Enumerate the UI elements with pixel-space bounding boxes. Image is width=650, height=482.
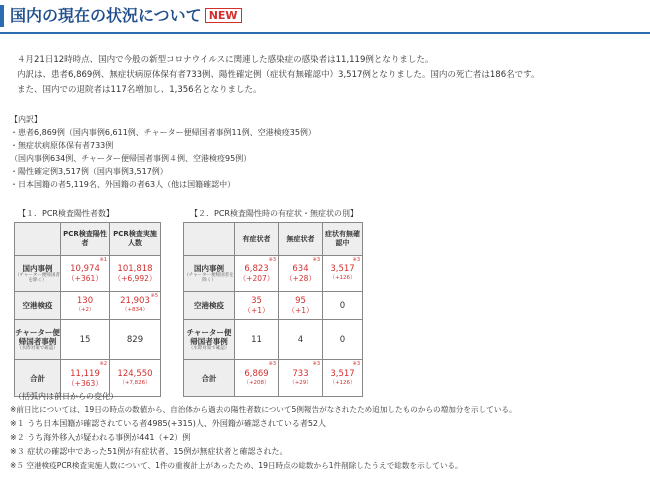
column-header: 無症状者 bbox=[279, 223, 323, 256]
footnote-mark: ※3 bbox=[312, 361, 320, 367]
cell-delta: （+1） bbox=[287, 306, 314, 315]
pcr-positive-table bbox=[14, 222, 161, 397]
cell-delta: （+2） bbox=[75, 307, 95, 313]
cell-delta: （+7,826） bbox=[119, 379, 151, 386]
cell-value: 6,869 bbox=[244, 368, 269, 379]
breakdown-heading: 【内訳】 bbox=[10, 115, 42, 124]
footnote-mark: ※1 bbox=[99, 257, 107, 263]
row-label: 合計 bbox=[30, 373, 45, 383]
row-header bbox=[184, 292, 235, 320]
cell-delta: （+208） bbox=[243, 379, 270, 386]
row-label: 合計 bbox=[201, 373, 217, 383]
row-label: チャーター便帰国者事例 bbox=[15, 328, 60, 346]
table-cell bbox=[235, 320, 279, 360]
cell-value: 0 bbox=[339, 300, 346, 311]
breakdown-item: ・患者6,869例（国内事例6,611例、チャーター便帰国者事例11例、空港検疫35例） bbox=[10, 128, 316, 137]
note-line: ※３ 症状の確認中であった51例が有症状者、15例が無症状者と確認された。 bbox=[10, 447, 288, 456]
intro-line-1: ４月21日12時時点、国内で今般の新型コロナウイルスに関連した感染症の感染者は11,119例となりました。 bbox=[17, 55, 434, 65]
cell-value: 3,517 bbox=[330, 368, 355, 379]
row-header bbox=[184, 320, 235, 360]
corner-cell bbox=[15, 223, 61, 256]
cell-delta: （+834） bbox=[121, 307, 149, 313]
row-label: 空港検疫 bbox=[22, 301, 53, 310]
cell-delta: （+207） bbox=[238, 274, 275, 283]
table-cell bbox=[279, 320, 323, 360]
cell-delta: （+28） bbox=[285, 274, 316, 283]
cell-delta: （+126） bbox=[329, 275, 356, 281]
row-header bbox=[184, 256, 235, 292]
row-sublabel: （水際対策で確認） bbox=[17, 346, 58, 351]
cell-value: 11,119 bbox=[70, 368, 100, 379]
table-cell bbox=[323, 292, 363, 320]
footnote-mark: ※5 bbox=[150, 293, 158, 299]
row-header bbox=[15, 292, 61, 320]
cell-value: 101,818 bbox=[117, 264, 153, 274]
footnote-mark: ※3 bbox=[352, 361, 360, 367]
cell-value: 733 bbox=[292, 368, 309, 379]
table-cell bbox=[279, 360, 323, 397]
breakdown-item: ・陽性確定例3,517例（国内事例3,517例） bbox=[10, 167, 168, 176]
row-label: 国内事例 bbox=[194, 264, 224, 273]
cell-value: 10,974 bbox=[70, 264, 100, 274]
row-header bbox=[15, 256, 61, 292]
column-header: PCR検査実施人数 bbox=[110, 223, 161, 256]
cell-value: 11 bbox=[251, 334, 262, 345]
row-header bbox=[15, 320, 61, 360]
intro-line-3: また、国内での退院者は117名増加し、1,356名となりました。 bbox=[17, 85, 262, 95]
table-cell bbox=[235, 292, 279, 320]
cell-value: 829 bbox=[126, 334, 144, 345]
table-cell bbox=[61, 256, 110, 292]
cell-value: 95 bbox=[295, 296, 306, 306]
table-cell bbox=[323, 360, 363, 397]
cell-value: 15 bbox=[79, 334, 91, 345]
table-cell bbox=[61, 292, 110, 320]
cell-value: 124,550 bbox=[117, 368, 153, 379]
row-sublabel: （チャーター便帰国者を除く） bbox=[184, 273, 234, 283]
note-line: ※５ 空港検疫PCR検査実施人数について、1件の重複計上があったため、19日時点の総数から1件削除したうえで総数を示している。 bbox=[10, 461, 463, 470]
table-cell bbox=[110, 320, 161, 360]
column-header: PCR検査陽性者 bbox=[61, 223, 110, 256]
table-cell bbox=[279, 292, 323, 320]
cell-delta: （+6,992） bbox=[113, 274, 157, 283]
cell-delta: （+1） bbox=[243, 306, 270, 315]
row-header bbox=[184, 360, 235, 397]
cell-delta: （+29） bbox=[289, 379, 312, 386]
table-cell bbox=[323, 256, 363, 292]
row-label: 空港検疫 bbox=[194, 301, 224, 310]
table-cell bbox=[235, 360, 279, 397]
column-header: 症状有無確認中 bbox=[323, 223, 363, 256]
page-title-text: 国内の現在の状況について bbox=[10, 6, 202, 25]
symptom-table bbox=[183, 222, 363, 397]
cell-value: 634 bbox=[292, 264, 309, 274]
footnote-mark: ※3 bbox=[268, 361, 276, 367]
row-sublabel: （水際対策で確認） bbox=[188, 346, 230, 351]
corner-cell bbox=[184, 223, 235, 256]
cell-value: 0 bbox=[339, 334, 346, 345]
breakdown-item: ・日本国籍の者5,119名、外国籍の者63人（他は国籍確認中） bbox=[10, 180, 236, 189]
table-cell bbox=[110, 256, 161, 292]
cell-value: 3,517 bbox=[330, 264, 355, 274]
column-header: 有症状者 bbox=[235, 223, 279, 256]
table-cell bbox=[61, 320, 110, 360]
footnote-mark: ※3 bbox=[352, 257, 360, 263]
footnote-mark: ※3 bbox=[312, 257, 320, 263]
cell-value: 130 bbox=[76, 296, 94, 306]
note-line: ※前日比については、19日の時点の数値から、自治体から過去の陽性者数について5例報告がなされたため追加したものからの増加分を示している。 bbox=[10, 405, 517, 414]
title-accent bbox=[0, 5, 4, 27]
cell-value: 35 bbox=[251, 296, 262, 306]
note-line: ※１ うち日本国籍が確認されている者4985(+315)人、外国籍が確認されている者52人 bbox=[10, 419, 326, 428]
table-cell bbox=[110, 292, 161, 320]
table1-caption: 【１．PCR検査陽性者数】 bbox=[18, 209, 114, 218]
note-line: ※２ うち海外移入が疑われる事例が441（+2）例 bbox=[10, 433, 191, 442]
row-sublabel: （チャーター便帰国者を除く） bbox=[15, 273, 60, 283]
breakdown-item: ・無症状病原体保有者733例 bbox=[10, 141, 114, 150]
page-title bbox=[10, 5, 242, 27]
note-line: （括弧内は前日からの変化） bbox=[14, 392, 118, 401]
footnote-mark: ※3 bbox=[268, 257, 276, 263]
footnote-mark: ※2 bbox=[99, 361, 107, 367]
title-bar bbox=[0, 0, 650, 34]
intro-line-2: 内訳は、患者6,869例、無症状病原体保有者733例、陽性確定例（症状有無確認中）3,517例となりました。国内の死亡者は186名です。 bbox=[17, 70, 540, 80]
cell-value: 6,823 bbox=[244, 264, 269, 274]
table-cell bbox=[279, 256, 323, 292]
breakdown-item: （国内事例634例、チャーター便帰国者事例４例、空港検疫95例） bbox=[10, 154, 252, 163]
table2-caption: 【２．PCR検査陽性時の有症状・無症状の別】 bbox=[190, 209, 358, 218]
cell-delta: （+126） bbox=[329, 379, 356, 386]
cell-value: 21,903 bbox=[120, 296, 150, 306]
table-cell bbox=[235, 256, 279, 292]
table-cell bbox=[323, 320, 363, 360]
cell-delta: （+363） bbox=[67, 378, 103, 388]
row-label: チャーター便帰国者事例 bbox=[186, 328, 232, 346]
row-label: 国内事例 bbox=[22, 264, 53, 273]
new-badge: NEW bbox=[205, 8, 242, 23]
cell-value: 4 bbox=[297, 334, 304, 345]
cell-delta: （+361） bbox=[67, 274, 103, 283]
